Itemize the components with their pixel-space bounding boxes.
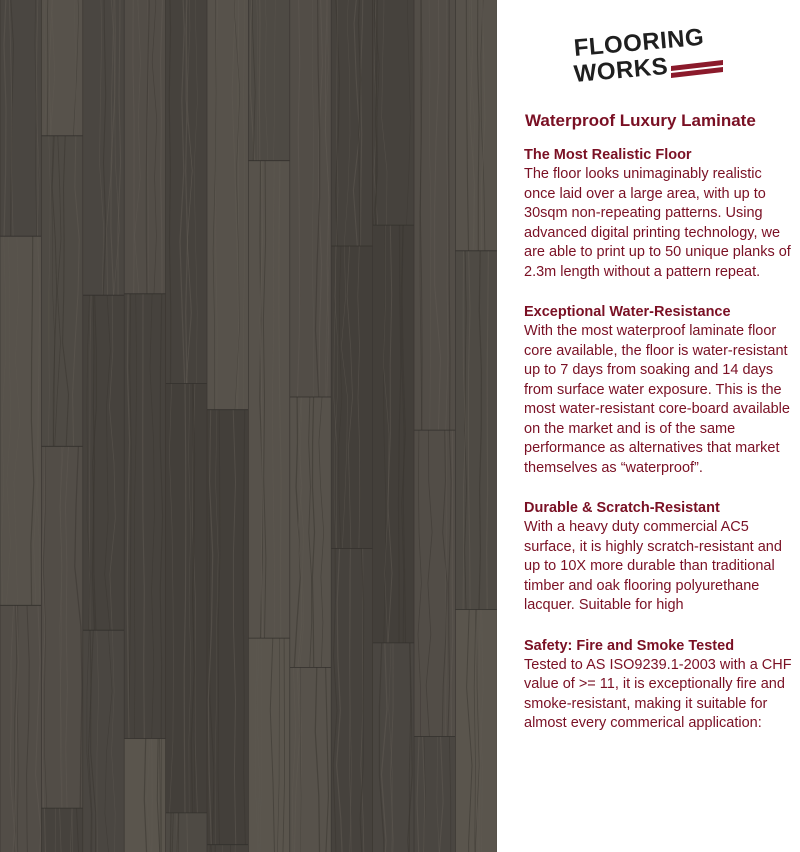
feature-realistic (524, 145, 797, 282)
wood-plank (0, 236, 41, 605)
wood-plank (0, 605, 41, 852)
wood-plank (290, 397, 331, 667)
product-info-panel (497, 0, 800, 852)
wood-plank (373, 225, 414, 643)
feature-water-resistance (524, 302, 797, 478)
wood-plank (248, 161, 289, 638)
wood-plank (290, 667, 331, 852)
page-title: Waterproof Luxury Laminate (525, 111, 756, 130)
wood-plank (83, 295, 124, 630)
wood-plank (124, 0, 165, 294)
wood-plank (207, 410, 248, 845)
feature-heading: The Most Realistic Floor (524, 147, 692, 163)
wood-plank (166, 813, 207, 852)
wood-plank (207, 0, 248, 410)
wood-plank (414, 737, 455, 852)
logo-text-line2: WORKS (572, 52, 670, 88)
feature-body: With a heavy duty commercial AC5 surface, it is highly scratch-resistant and up to 10X more durable than traditional timber and oak flooring polyurethane lacquer. Suitable for high (524, 519, 782, 613)
flooring-works-logo[interactable] (572, 23, 725, 94)
logo-stripes-icon (671, 58, 723, 80)
feature-heading: Exceptional Water-Resistance (524, 304, 731, 320)
wood-plank (290, 0, 331, 397)
logo-text-line1: FLOORING (572, 23, 706, 62)
feature-body: Tested to AS ISO9239.1-2003 with a CHF value of >= 11, it is exceptionally fire and smoke-resistant, making it suitable for almost every commerical application: (524, 656, 792, 731)
feature-fire-safety (524, 636, 797, 734)
wood-plank (455, 251, 496, 610)
wood-plank (41, 136, 82, 447)
feature-heading: Durable & Scratch-Resistant (524, 500, 720, 516)
feature-scratch-resistant (524, 498, 797, 616)
wood-plank (166, 384, 207, 813)
feature-body: With the most waterproof laminate floor core available, the floor is water-resistant up to 7 days from soaking and 14 days from surface water exposure. This is the most water-resistant core-board available on the market and is of the same performance as alternatives that market themselves as “waterproof”. (524, 323, 790, 476)
feature-heading: Safety: Fire and Smoke Tested (524, 637, 735, 654)
wood-plank (455, 0, 496, 251)
feature-list (524, 145, 797, 754)
wood-plank (207, 845, 248, 852)
feature-body: The floor looks unimaginably realistic once laid over a large area, with up to 30sqm non-repeating patterns. Using advanced digital printing technology, we are able to print up to 50 unique planks of 2.3m length without a pattern repeat. (524, 166, 791, 280)
